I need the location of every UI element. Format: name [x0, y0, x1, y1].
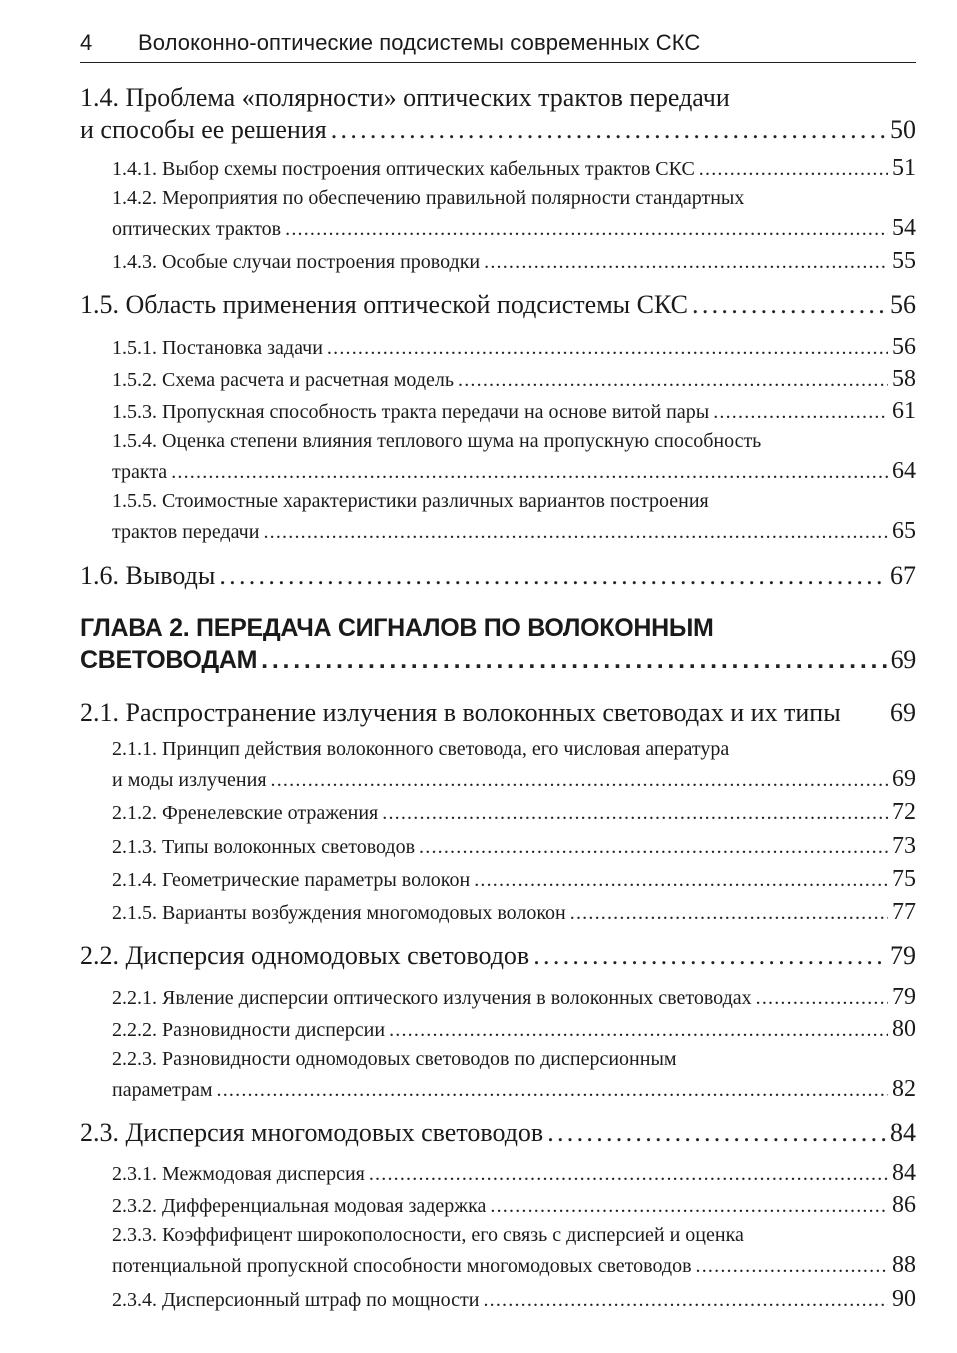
toc-title: 2.1.2. Френелевские отражения — [112, 802, 379, 824]
toc-title: трактов передачи — [112, 521, 260, 543]
toc-title: оптических трактов — [112, 218, 282, 240]
dot-leader — [171, 457, 888, 487]
toc-page: 84 — [890, 1118, 916, 1147]
toc-entry-1-5-1 — [80, 332, 916, 363]
toc-title: и способы ее решения — [80, 115, 327, 144]
toc-entry-1-4 — [80, 82, 916, 146]
toc-page: 58 — [892, 366, 916, 392]
dot-leader — [419, 832, 888, 862]
toc-title: 1.5. Область применения оптической подсистемы СКС — [80, 290, 689, 319]
toc-title: 2.1. Распространение излучения в волоконных световодах и их типы — [80, 698, 841, 727]
toc-title: 2.1.4. Геометрические параметры волокон — [112, 869, 471, 891]
dot-leader — [219, 560, 886, 592]
toc-entry-2-1-2 — [80, 797, 916, 828]
toc-line: 1.5.4. Оценка степени влияния теплового шума на пропускную способность — [112, 430, 762, 452]
dot-leader — [713, 397, 888, 427]
page-number: 4 — [80, 30, 93, 55]
dot-leader — [756, 983, 888, 1013]
toc-entry-2-1-1 — [80, 734, 916, 795]
toc-line: 1.5.5. Стоимостные характеристики различных вариантов построения — [112, 490, 709, 512]
toc-title: 2.3.2. Дифференциальная модовая задержка — [112, 1195, 487, 1217]
dot-leader — [271, 765, 888, 795]
toc-title: 1.5.3. Пропускная способность тракта передачи на основе витой пары — [112, 401, 710, 423]
toc-entry-1-5-5 — [80, 486, 916, 547]
toc-page: 56 — [892, 334, 916, 360]
toc-title: СВЕТОВОДАМ — [80, 646, 258, 674]
toc-title: и моды излучения — [112, 769, 267, 791]
toc-title: 2.2. Дисперсия одномодовых световодов — [80, 941, 530, 970]
toc-entry-2-3-1 — [80, 1158, 916, 1189]
dot-leader — [692, 289, 886, 321]
toc-title: 2.3.4. Дисперсионный штраф по мощности — [112, 1289, 480, 1311]
dot-leader — [474, 865, 888, 895]
toc-entry-1-4-2 — [80, 183, 916, 244]
toc-entry-2-1 — [80, 697, 916, 729]
toc-page: 79 — [892, 984, 916, 1010]
toc-entry-2-2-1 — [80, 982, 916, 1013]
dot-leader — [696, 1251, 888, 1281]
toc-page: 55 — [892, 248, 916, 274]
dot-leader — [327, 333, 888, 363]
dot-leader — [699, 154, 888, 184]
toc-entry-2-3 — [80, 1117, 916, 1149]
toc-title: тракта — [112, 461, 168, 483]
toc-page: 69 — [892, 766, 916, 792]
toc-entry-1-5-2 — [80, 364, 916, 395]
toc-title: 2.2.1. Явление дисперсии оптического излучения в волоконных световодах — [112, 987, 752, 1009]
toc-page: 64 — [892, 458, 916, 484]
toc-entry-chapter-2 — [80, 612, 916, 676]
dot-leader — [263, 517, 888, 547]
toc-page: 90 — [892, 1286, 916, 1312]
toc-entry-2-1-5 — [80, 897, 916, 928]
toc-title: 1.4.3. Особые случаи построения проводки — [112, 251, 481, 273]
toc-title: 2.2.2. Разновидности дисперсии — [112, 1019, 386, 1041]
dot-leader — [547, 1117, 886, 1149]
toc-page: 67 — [890, 561, 916, 590]
toc-page: 75 — [892, 866, 916, 892]
toc-line: ГЛАВА 2. ПЕРЕДАЧА СИГНАЛОВ ПО ВОЛОКОННЫМ — [80, 614, 714, 642]
toc-page: 73 — [892, 833, 916, 859]
dot-leader — [261, 644, 886, 676]
toc-title: 2.3.1. Межмодовая дисперсия — [112, 1163, 365, 1185]
toc-entry-2-3-2 — [80, 1190, 916, 1221]
toc-page: 61 — [892, 398, 916, 424]
dot-leader — [458, 365, 888, 395]
toc-title: 1.6. Выводы — [80, 561, 216, 590]
dot-leader — [483, 1285, 888, 1315]
toc-page: 56 — [890, 290, 916, 319]
toc-page: 69 — [890, 645, 916, 674]
toc-page: 77 — [892, 899, 916, 925]
toc-title: параметрам — [112, 1079, 213, 1101]
toc-entry-1-5-4 — [80, 426, 916, 487]
toc-page: 82 — [892, 1076, 916, 1102]
dot-leader — [369, 1159, 888, 1189]
toc-page: 84 — [892, 1160, 916, 1186]
running-header — [80, 28, 916, 63]
dot-leader — [217, 1075, 888, 1105]
toc-title: 2.3. Дисперсия многомодовых световодов — [80, 1118, 544, 1147]
toc-page: 54 — [892, 215, 916, 241]
toc-title: 1.5.1. Постановка задачи — [112, 337, 323, 359]
dot-leader — [389, 1015, 888, 1045]
toc-line: 2.1.1. Принцип действия волоконного световода, его числовая апература — [112, 738, 730, 760]
toc-entry-2-1-3 — [80, 831, 916, 862]
toc-page: 65 — [892, 518, 916, 544]
toc-entry-1-4-3 — [80, 246, 916, 277]
dot-leader — [382, 798, 888, 828]
toc-entry-2-3-3 — [80, 1220, 916, 1281]
toc-page: 80 — [892, 1016, 916, 1042]
dot-leader — [285, 214, 888, 244]
toc-page: 72 — [892, 799, 916, 825]
toc-page: 69 — [890, 698, 916, 727]
dot-leader — [533, 940, 886, 972]
toc-page: 86 — [892, 1192, 916, 1218]
toc-title: 1.5.2. Схема расчета и расчетная модель — [112, 369, 455, 391]
toc-line: 2.2.3. Разновидности одномодовых световодов по дисперсионным — [112, 1048, 677, 1070]
toc-entry-2-2 — [80, 940, 916, 972]
toc-entry-1-4-1 — [80, 153, 916, 184]
toc-line: 2.3.3. Коэффифицент широкополосности, его связь с дисперсией и оценка — [112, 1224, 744, 1246]
dot-leader — [331, 114, 886, 146]
dot-leader — [490, 1191, 888, 1221]
toc-entry-2-2-2 — [80, 1014, 916, 1045]
toc-entry-2-3-4 — [80, 1284, 916, 1315]
toc-title: потенциальной пропускной способности многомодовых световодов — [112, 1255, 692, 1277]
toc-entry-2-1-4 — [80, 864, 916, 895]
toc-entry-1-5-3 — [80, 396, 916, 427]
toc-entry-2-2-3 — [80, 1044, 916, 1105]
toc-entry-1-6 — [80, 560, 916, 592]
dot-leader — [484, 247, 888, 277]
dot-leader — [570, 898, 888, 928]
toc-page: 79 — [890, 941, 916, 970]
toc-title: 2.1.3. Типы волоконных световодов — [112, 836, 416, 858]
toc-line: 1.4. Проблема «полярности» оптических трактов передачи — [80, 83, 730, 112]
toc-page: 88 — [892, 1252, 916, 1278]
toc-title: 1.4.1. Выбор схемы построения оптических кабельных трактов СКС — [112, 158, 695, 180]
toc-title: 2.1.5. Варианты возбуждения многомодовых волокон — [112, 902, 566, 924]
toc-page: 50 — [890, 115, 916, 144]
running-title: Волоконно-оптические подсистемы современных СКС — [138, 30, 701, 55]
toc-page: 51 — [892, 155, 916, 181]
toc-line: 1.4.2. Мероприятия по обеспечению правильной полярности стандартных — [112, 187, 745, 209]
toc-entry-1-5 — [80, 289, 916, 321]
